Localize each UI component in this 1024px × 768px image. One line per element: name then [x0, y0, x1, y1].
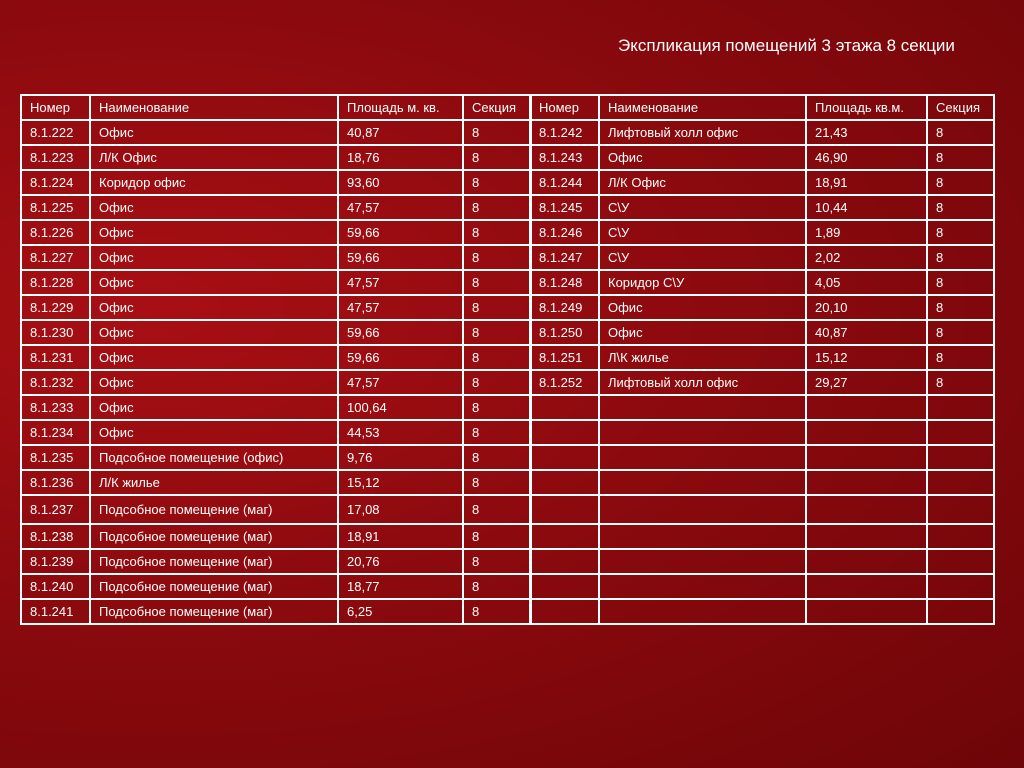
header-section: Секция — [927, 95, 994, 120]
table-header-row — [21, 95, 531, 120]
cell-section: 8 — [927, 120, 994, 145]
table-row — [530, 170, 994, 195]
cell-area: 46,90 — [806, 145, 927, 170]
cell-area: 59,66 — [338, 245, 463, 270]
cell-area — [806, 524, 927, 549]
cell-number: 8.1.227 — [21, 245, 90, 270]
header-name: Наименование — [599, 95, 806, 120]
cell-number: 8.1.230 — [21, 320, 90, 345]
cell-area: 21,43 — [806, 120, 927, 145]
cell-area: 44,53 — [338, 420, 463, 445]
table-row — [21, 345, 531, 370]
cell-section: 8 — [927, 320, 994, 345]
cell-section: 8 — [463, 245, 531, 270]
cell-number: 8.1.240 — [21, 574, 90, 599]
table-row — [530, 295, 994, 320]
cell-area: 15,12 — [338, 470, 463, 495]
cell-area: 10,44 — [806, 195, 927, 220]
cell-number: 8.1.246 — [530, 220, 599, 245]
cell-area: 59,66 — [338, 320, 463, 345]
cell-area: 40,87 — [338, 120, 463, 145]
cell-area — [806, 445, 927, 470]
cell-number: 8.1.236 — [21, 470, 90, 495]
cell-section: 8 — [463, 524, 531, 549]
header-area: Площадь м. кв. — [338, 95, 463, 120]
cell-name: Офис — [90, 420, 338, 445]
cell-section: 8 — [927, 245, 994, 270]
cell-name: Лифтовый холл офис — [599, 120, 806, 145]
cell-name: Подсобное помещение (маг) — [90, 549, 338, 574]
cell-area — [806, 549, 927, 574]
cell-area: 47,57 — [338, 295, 463, 320]
cell-area: 93,60 — [338, 170, 463, 195]
cell-name: Подсобное помещение (маг) — [90, 524, 338, 549]
cell-section: 8 — [463, 195, 531, 220]
cell-section — [927, 420, 994, 445]
cell-number: 8.1.249 — [530, 295, 599, 320]
cell-number: 8.1.248 — [530, 270, 599, 295]
cell-number — [530, 549, 599, 574]
cell-name: Офис — [90, 195, 338, 220]
cell-area — [806, 574, 927, 599]
table-row — [21, 495, 531, 524]
cell-name — [599, 549, 806, 574]
cell-number: 8.1.241 — [21, 599, 90, 624]
table-row — [21, 524, 531, 549]
cell-section: 8 — [463, 120, 531, 145]
cell-area — [806, 599, 927, 624]
table-row — [530, 270, 994, 295]
table-row — [21, 195, 531, 220]
table-row — [530, 395, 994, 420]
cell-name — [599, 599, 806, 624]
right-rooms-table — [529, 94, 995, 625]
cell-name: Лифтовый холл офис — [599, 370, 806, 395]
cell-number — [530, 395, 599, 420]
cell-name — [599, 395, 806, 420]
cell-name: Офис — [90, 395, 338, 420]
table-row — [21, 295, 531, 320]
cell-name: Офис — [90, 245, 338, 270]
cell-name: Офис — [90, 220, 338, 245]
cell-name: Подсобное помещение (маг) — [90, 574, 338, 599]
cell-number: 8.1.238 — [21, 524, 90, 549]
cell-section: 8 — [463, 445, 531, 470]
cell-name: Офис — [599, 320, 806, 345]
cell-number — [530, 574, 599, 599]
table-row — [21, 370, 531, 395]
cell-number: 8.1.224 — [21, 170, 90, 195]
cell-area: 29,27 — [806, 370, 927, 395]
cell-number: 8.1.235 — [21, 445, 90, 470]
table-row — [21, 220, 531, 245]
cell-name — [599, 470, 806, 495]
cell-number: 8.1.225 — [21, 195, 90, 220]
cell-section: 8 — [463, 574, 531, 599]
cell-area: 6,25 — [338, 599, 463, 624]
cell-section: 8 — [463, 395, 531, 420]
cell-name: Офис — [90, 295, 338, 320]
cell-section: 8 — [927, 370, 994, 395]
cell-section: 8 — [463, 270, 531, 295]
cell-name: С\У — [599, 220, 806, 245]
cell-number: 8.1.228 — [21, 270, 90, 295]
cell-name: Офис — [90, 120, 338, 145]
cell-name: Подсобное помещение (маг) — [90, 599, 338, 624]
table-row — [530, 445, 994, 470]
cell-number: 8.1.237 — [21, 495, 90, 524]
cell-number: 8.1.251 — [530, 345, 599, 370]
cell-number: 8.1.245 — [530, 195, 599, 220]
table-row — [21, 170, 531, 195]
cell-area: 59,66 — [338, 345, 463, 370]
cell-name: С\У — [599, 195, 806, 220]
table-row — [530, 245, 994, 270]
cell-section: 8 — [927, 270, 994, 295]
cell-area: 47,57 — [338, 370, 463, 395]
cell-section: 8 — [463, 470, 531, 495]
cell-number: 8.1.232 — [21, 370, 90, 395]
cell-name: Офис — [599, 145, 806, 170]
table-row — [530, 120, 994, 145]
table-row — [530, 574, 994, 599]
table-row — [530, 220, 994, 245]
cell-section: 8 — [463, 170, 531, 195]
cell-number: 8.1.239 — [21, 549, 90, 574]
table-row — [21, 445, 531, 470]
cell-number — [530, 420, 599, 445]
cell-number: 8.1.231 — [21, 345, 90, 370]
cell-area: 47,57 — [338, 195, 463, 220]
table-row — [530, 495, 994, 524]
cell-name: Офис — [90, 370, 338, 395]
cell-section: 8 — [463, 220, 531, 245]
cell-section — [927, 470, 994, 495]
cell-section: 8 — [463, 345, 531, 370]
cell-area: 59,66 — [338, 220, 463, 245]
cell-section — [927, 549, 994, 574]
table-row — [21, 420, 531, 445]
cell-section: 8 — [463, 320, 531, 345]
table-header-row — [530, 95, 994, 120]
table-row — [530, 420, 994, 445]
cell-area: 47,57 — [338, 270, 463, 295]
cell-number: 8.1.242 — [530, 120, 599, 145]
header-area: Площадь кв.м. — [806, 95, 927, 120]
cell-name: Подсобное помещение (маг) — [90, 495, 338, 524]
table-row — [530, 524, 994, 549]
cell-section: 8 — [927, 345, 994, 370]
cell-area — [806, 395, 927, 420]
table-row — [21, 599, 531, 624]
cell-number: 8.1.226 — [21, 220, 90, 245]
table-row — [21, 395, 531, 420]
cell-name — [599, 524, 806, 549]
cell-area: 40,87 — [806, 320, 927, 345]
cell-section — [927, 495, 994, 524]
cell-number: 8.1.223 — [21, 145, 90, 170]
cell-section: 8 — [463, 420, 531, 445]
cell-name: Офис — [90, 270, 338, 295]
cell-number: 8.1.247 — [530, 245, 599, 270]
cell-name — [599, 420, 806, 445]
table-row — [530, 549, 994, 574]
table-row — [21, 270, 531, 295]
header-number: Номер — [21, 95, 90, 120]
table-row — [21, 574, 531, 599]
cell-name — [599, 495, 806, 524]
cell-name — [599, 445, 806, 470]
cell-section: 8 — [463, 549, 531, 574]
page-title: Экспликация помещений 3 этажа 8 секции — [618, 36, 955, 55]
left-rooms-table — [20, 94, 532, 625]
cell-area: 20,76 — [338, 549, 463, 574]
cell-area: 2,02 — [806, 245, 927, 270]
cell-number — [530, 495, 599, 524]
cell-area: 4,05 — [806, 270, 927, 295]
cell-name: Л/К Офис — [599, 170, 806, 195]
cell-section — [927, 599, 994, 624]
cell-name: Л\К жилье — [599, 345, 806, 370]
cell-area: 1,89 — [806, 220, 927, 245]
cell-number — [530, 524, 599, 549]
cell-section: 8 — [463, 495, 531, 524]
header-section: Секция — [463, 95, 531, 120]
cell-area: 20,10 — [806, 295, 927, 320]
table-row — [530, 320, 994, 345]
cell-number: 8.1.233 — [21, 395, 90, 420]
table-row — [21, 320, 531, 345]
cell-area: 100,64 — [338, 395, 463, 420]
cell-area: 9,76 — [338, 445, 463, 470]
cell-section — [927, 395, 994, 420]
cell-number — [530, 470, 599, 495]
cell-area — [806, 470, 927, 495]
cell-number: 8.1.243 — [530, 145, 599, 170]
cell-name: Л/К жилье — [90, 470, 338, 495]
cell-name: Офис — [90, 345, 338, 370]
cell-area: 18,91 — [806, 170, 927, 195]
table-row — [530, 470, 994, 495]
cell-section — [927, 574, 994, 599]
cell-number: 8.1.234 — [21, 420, 90, 445]
cell-name: С\У — [599, 245, 806, 270]
cell-area: 18,76 — [338, 145, 463, 170]
table-row — [530, 599, 994, 624]
cell-section: 8 — [463, 295, 531, 320]
cell-area: 18,91 — [338, 524, 463, 549]
cell-number: 8.1.222 — [21, 120, 90, 145]
cell-area: 17,08 — [338, 495, 463, 524]
cell-section: 8 — [463, 370, 531, 395]
cell-name: Коридор офис — [90, 170, 338, 195]
table-row — [21, 245, 531, 270]
cell-number: 8.1.250 — [530, 320, 599, 345]
cell-name: Офис — [599, 295, 806, 320]
cell-number — [530, 599, 599, 624]
header-name: Наименование — [90, 95, 338, 120]
cell-section — [927, 524, 994, 549]
cell-section: 8 — [927, 295, 994, 320]
cell-area: 18,77 — [338, 574, 463, 599]
table-row — [21, 145, 531, 170]
cell-name: Коридор С\У — [599, 270, 806, 295]
cell-name — [599, 574, 806, 599]
cell-section: 8 — [927, 195, 994, 220]
table-row — [530, 195, 994, 220]
cell-section — [927, 445, 994, 470]
cell-section: 8 — [463, 599, 531, 624]
table-row — [21, 120, 531, 145]
cell-section: 8 — [927, 170, 994, 195]
cell-number: 8.1.229 — [21, 295, 90, 320]
table-row — [530, 370, 994, 395]
cell-section: 8 — [927, 145, 994, 170]
header-number: Номер — [530, 95, 599, 120]
cell-number: 8.1.244 — [530, 170, 599, 195]
cell-number: 8.1.252 — [530, 370, 599, 395]
cell-area — [806, 495, 927, 524]
table-row — [530, 145, 994, 170]
cell-area: 15,12 — [806, 345, 927, 370]
table-row — [530, 345, 994, 370]
cell-name: Л/К Офис — [90, 145, 338, 170]
cell-area — [806, 420, 927, 445]
table-row — [21, 470, 531, 495]
cell-name: Подсобное помещение (офис) — [90, 445, 338, 470]
cell-section: 8 — [927, 220, 994, 245]
cell-section: 8 — [463, 145, 531, 170]
cell-number — [530, 445, 599, 470]
cell-name: Офис — [90, 320, 338, 345]
table-row — [21, 549, 531, 574]
